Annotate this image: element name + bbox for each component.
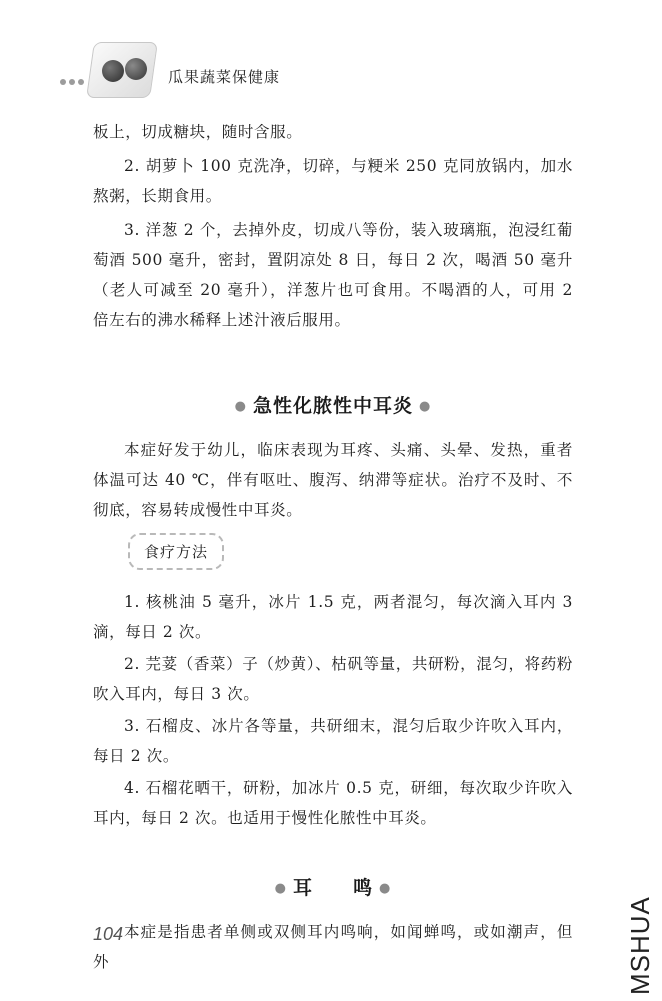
fruit-icon <box>102 60 124 82</box>
book-title: 瓜果蔬菜保健康 <box>168 68 281 86</box>
bullet-icon: ● <box>379 880 392 896</box>
decorative-dots <box>60 70 87 89</box>
paragraph: 3. 洋葱 2 个，去掉外皮，切成八等份，装入玻璃瓶，泡浸红葡萄酒 500 毫升，密封，置阴凉处 8 日，每日 2 次，喝酒 50 毫升（老人可减至 20 毫升），洋葱片也可食用。不喝酒的人，可用 2 倍左右的沸水稀释上述汁液后服用。 <box>93 221 573 329</box>
list-item: 3. 石榴皮、冰片各等量，共研细末，混匀后取少许吹入耳内，每日 2 次。 <box>93 717 573 765</box>
section-title: ● 急性化脓性中耳炎 ● <box>234 395 432 417</box>
paragraph: 2. 胡萝卜 100 克洗净，切碎，与粳米 250 克同放锅内，加水熬粥，长期食用。 <box>93 157 573 205</box>
method-label: 食疗方法 <box>128 533 224 570</box>
paragraph: 本症是指患者单侧或双侧耳内鸣响，如闻蝉鸣，或如潮声，但外 <box>93 923 573 971</box>
paragraph: 本症好发于幼儿，临床表现为耳疼、头痛、头晕、发热，重者体温可达 40 ℃，伴有呕吐、腹泻、纳滞等症状。治疗不及时、不彻底，容易转成慢性中耳炎。 <box>93 441 573 519</box>
bullet-icon: ● <box>419 398 432 414</box>
bullet-icon: ● <box>274 880 287 896</box>
paragraph: 板上，切成糖块，随时含服。 <box>93 123 303 141</box>
list-item: 2. 芫荽（香菜）子（炒黄）、枯矾等量，共研粉，混匀，将药粉吹入耳内，每日 3 次。 <box>93 655 573 703</box>
watermark-text: MSHUA <box>625 896 655 995</box>
page-content <box>93 117 573 977</box>
section-title: ● 耳 鸣 ● <box>274 877 392 899</box>
page-header <box>0 0 662 110</box>
method-label-wrap <box>93 533 573 583</box>
fruit-icon <box>125 58 147 80</box>
list-item: 1. 核桃油 5 毫升，冰片 1.5 克，两者混匀，每次滴入耳内 3 滴，每日 2 次。 <box>93 593 573 641</box>
watermark <box>625 880 655 995</box>
page-number: 104 <box>93 924 124 944</box>
list-item: 4. 石榴花晒干，研粉，加冰片 0.5 克，研细，每次取少许吹入耳内，每日 2 次。也适用于慢性化脓性中耳炎。 <box>93 779 573 827</box>
bullet-icon: ● <box>234 398 247 414</box>
